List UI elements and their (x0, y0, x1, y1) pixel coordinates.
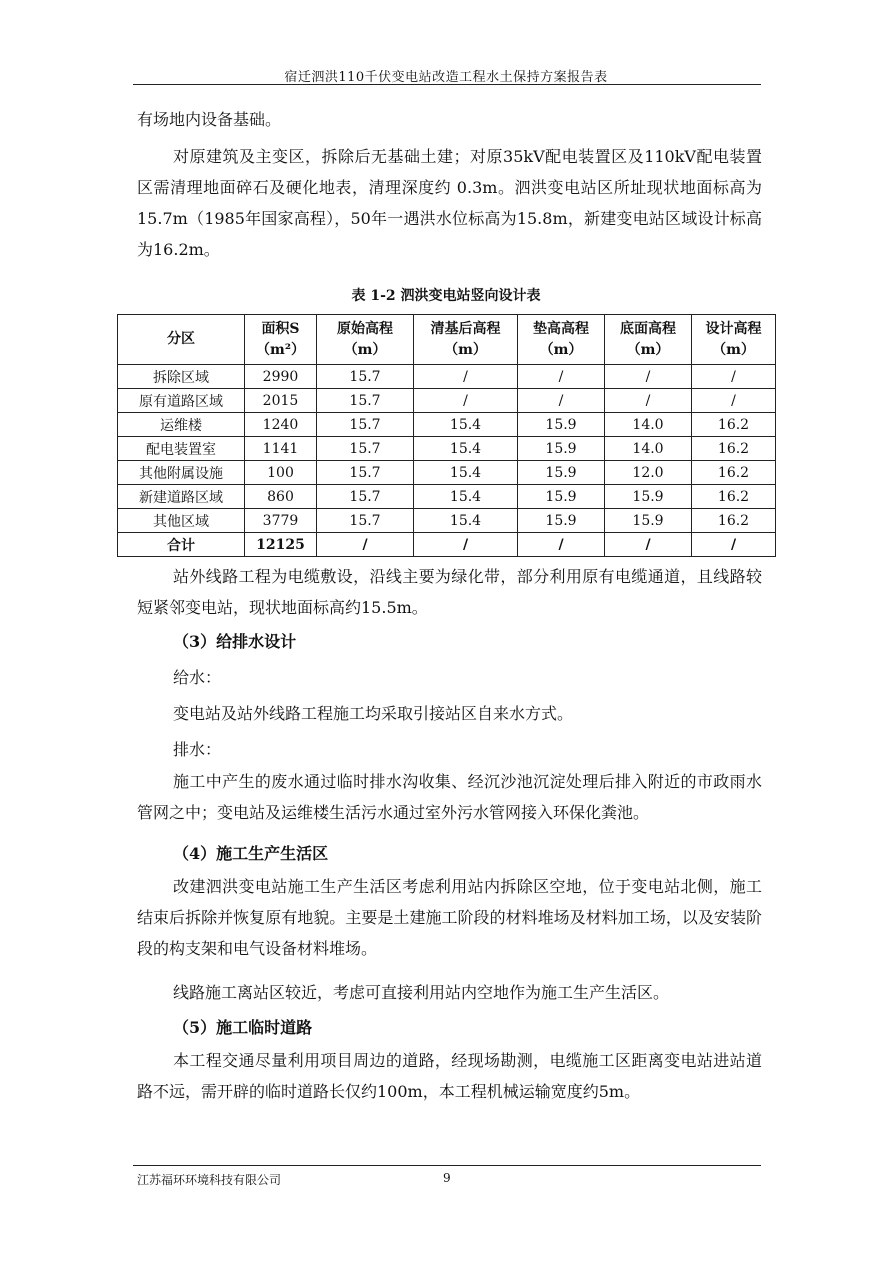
page-header-title: 宿迁泗洪110千伏变电站改造工程水土保持方案报告表 (284, 70, 608, 85)
header-label: 设计高程 (705, 320, 762, 337)
page-number: 9 (443, 1171, 451, 1185)
header-unit: （m） (539, 341, 583, 358)
table-cell: 其他附属设施 (118, 461, 245, 485)
table-row (118, 437, 776, 461)
table-cell: 15.7 (317, 485, 414, 509)
table-cell: 拆除区域 (118, 365, 245, 389)
table-cell: 配电装置室 (118, 437, 245, 461)
table-cell: / (605, 365, 692, 389)
table-cell: / (605, 389, 692, 413)
section-heading-living-area: （4）施工生产生活区 (173, 844, 329, 863)
paragraph-line-construction: 线路施工离站区较近，考虑可直接利用站内空地作为施工生产生活区。 (173, 983, 670, 1002)
table-header-row (118, 315, 776, 365)
paragraph-3: 站外线路工程为电缆敷设，沿线主要为绿化带，部分利用原有电缆通道，且线路较短紧邻变电站，现状地面标高约15.5m。 (137, 567, 762, 617)
table-cell: / (692, 389, 776, 413)
table-cell: 16.2 (692, 437, 776, 461)
table-cell: / (414, 365, 518, 389)
section-heading-temp-road: （5）施工临时道路 (173, 1018, 313, 1037)
table-cell: 15.4 (414, 461, 518, 485)
table-cell: 2015 (245, 389, 317, 413)
table-cell: 新建道路区域 (118, 485, 245, 509)
table-cell: 15.7 (317, 437, 414, 461)
table-cell: / (518, 365, 605, 389)
table-header-cell (518, 315, 605, 365)
table-cell: 运维楼 (118, 413, 245, 437)
table-cell: 15.9 (518, 509, 605, 533)
table-total-cell: / (605, 533, 692, 557)
table-total-cell: / (692, 533, 776, 557)
table-cell: 原有道路区域 (118, 389, 245, 413)
table-cell: 15.7 (317, 509, 414, 533)
header-label: 面积S (261, 320, 300, 337)
table-cell: 15.7 (317, 365, 414, 389)
header-unit: （m） (444, 341, 487, 358)
header-label: 原始高程 (337, 320, 393, 337)
table-cell: 16.2 (692, 413, 776, 437)
header-label: 底面高程 (620, 320, 676, 337)
table-cell: 16.2 (692, 509, 776, 533)
table-row (118, 509, 776, 533)
table-row (118, 461, 776, 485)
table-cell: 16.2 (692, 485, 776, 509)
table-cell: 12.0 (605, 461, 692, 485)
paragraph-water-supply-label: 给水： (173, 668, 222, 687)
table-header-cell (692, 315, 776, 365)
table-row (118, 389, 776, 413)
table-row (118, 413, 776, 437)
table-total-row (118, 533, 776, 557)
table-cell: 15.4 (414, 509, 518, 533)
table-cell: 100 (245, 461, 317, 485)
table-cell: 1141 (245, 437, 317, 461)
header-unit: （m） (343, 341, 387, 358)
table-cell: 15.9 (518, 437, 605, 461)
paragraph-temp-road: 本工程交通尽量利用项目周边的道路，经现场勘测，电缆施工区距离变电站进站道路不远，需开辟的临时道路长仅约100m，本工程机械运输宽度约5m。 (137, 1051, 762, 1101)
table-cell: 15.9 (605, 485, 692, 509)
table-cell: 15.7 (317, 389, 414, 413)
section-heading-water: （3）给排水设计 (173, 632, 297, 651)
table-cell: 15.9 (518, 413, 605, 437)
table-cell: 15.9 (605, 509, 692, 533)
table-total-cell: / (317, 533, 414, 557)
table-cell: 15.7 (317, 461, 414, 485)
header-label: 分区 (167, 331, 195, 347)
table-header-cell (317, 315, 414, 365)
table-cell: 14.0 (605, 413, 692, 437)
header-unit: （m） (626, 341, 670, 358)
table-cell: 15.4 (414, 413, 518, 437)
table-cell: 1240 (245, 413, 317, 437)
table-caption: 表 1-2 泗洪变电站竖向设计表 (351, 288, 541, 304)
table-cell: 15.4 (414, 485, 518, 509)
paragraph-living-area: 改建泗洪变电站施工生产生活区考虑利用站内拆除区空地，位于变电站北侧，施工结束后拆除并恢复原有地貌。主要是土建施工阶段的材料堆场及材料加工场，以及安装阶段的构支架和电气设备材料堆场。 (137, 877, 762, 958)
table-header-cell (245, 315, 317, 365)
table-header-cell (605, 315, 692, 365)
paragraph-drainage-label: 排水： (173, 740, 222, 759)
header-unit: （m²） (256, 341, 305, 358)
footer-company-name: 江苏福环环境科技有限公司 (137, 1173, 282, 1187)
table-cell: 其他区域 (118, 509, 245, 533)
table-row (118, 485, 776, 509)
paragraph-2: 对原建筑及主变区，拆除后无基础土建；对原35kV配电装置区及110kV配电装置区需清理地面碎石及硬化地表，清理深度约 0.3m。泗洪变电站区所址现状地面标高为15.7m（1985年国家高程），50年一遇洪水位标高为15.8m，新建变电站区域设计标高为16.2m。 (137, 147, 762, 259)
vertical-design-table (117, 314, 776, 557)
table-cell: 15.4 (414, 437, 518, 461)
header-unit: （m） (712, 341, 755, 358)
table-cell: 15.9 (518, 461, 605, 485)
table-cell: 3779 (245, 509, 317, 533)
table-cell: / (692, 365, 776, 389)
table-cell: 15.9 (518, 485, 605, 509)
table-total-cell: / (414, 533, 518, 557)
table-row (118, 365, 776, 389)
header-divider (133, 84, 761, 85)
table-cell: / (518, 389, 605, 413)
table-total-cell: 12125 (245, 533, 317, 557)
table-total-cell: 合计 (118, 533, 245, 557)
table-total-cell: / (518, 533, 605, 557)
table-cell: 860 (245, 485, 317, 509)
paragraph-drainage: 施工中产生的废水通过临时排水沟收集、经沉沙池沉淀处理后排入附近的市政雨水管网之中；变电站及运维楼生活污水通过室外污水管网接入环保化粪池。 (137, 772, 762, 822)
table-cell: 14.0 (605, 437, 692, 461)
table-header-cell (118, 315, 245, 365)
table-cell: / (414, 389, 518, 413)
header-label: 垫高高程 (533, 320, 589, 337)
table-header-cell (414, 315, 518, 365)
table-cell: 2990 (245, 365, 317, 389)
paragraph-water-supply: 变电站及站外线路工程施工均采取引接站区自来水方式。 (173, 704, 574, 723)
header-label: 清基后高程 (430, 320, 501, 337)
table-cell: 15.7 (317, 413, 414, 437)
table-cell: 16.2 (692, 461, 776, 485)
footer-divider (133, 1165, 761, 1166)
paragraph-1: 有场地内设备基础。 (137, 110, 282, 129)
